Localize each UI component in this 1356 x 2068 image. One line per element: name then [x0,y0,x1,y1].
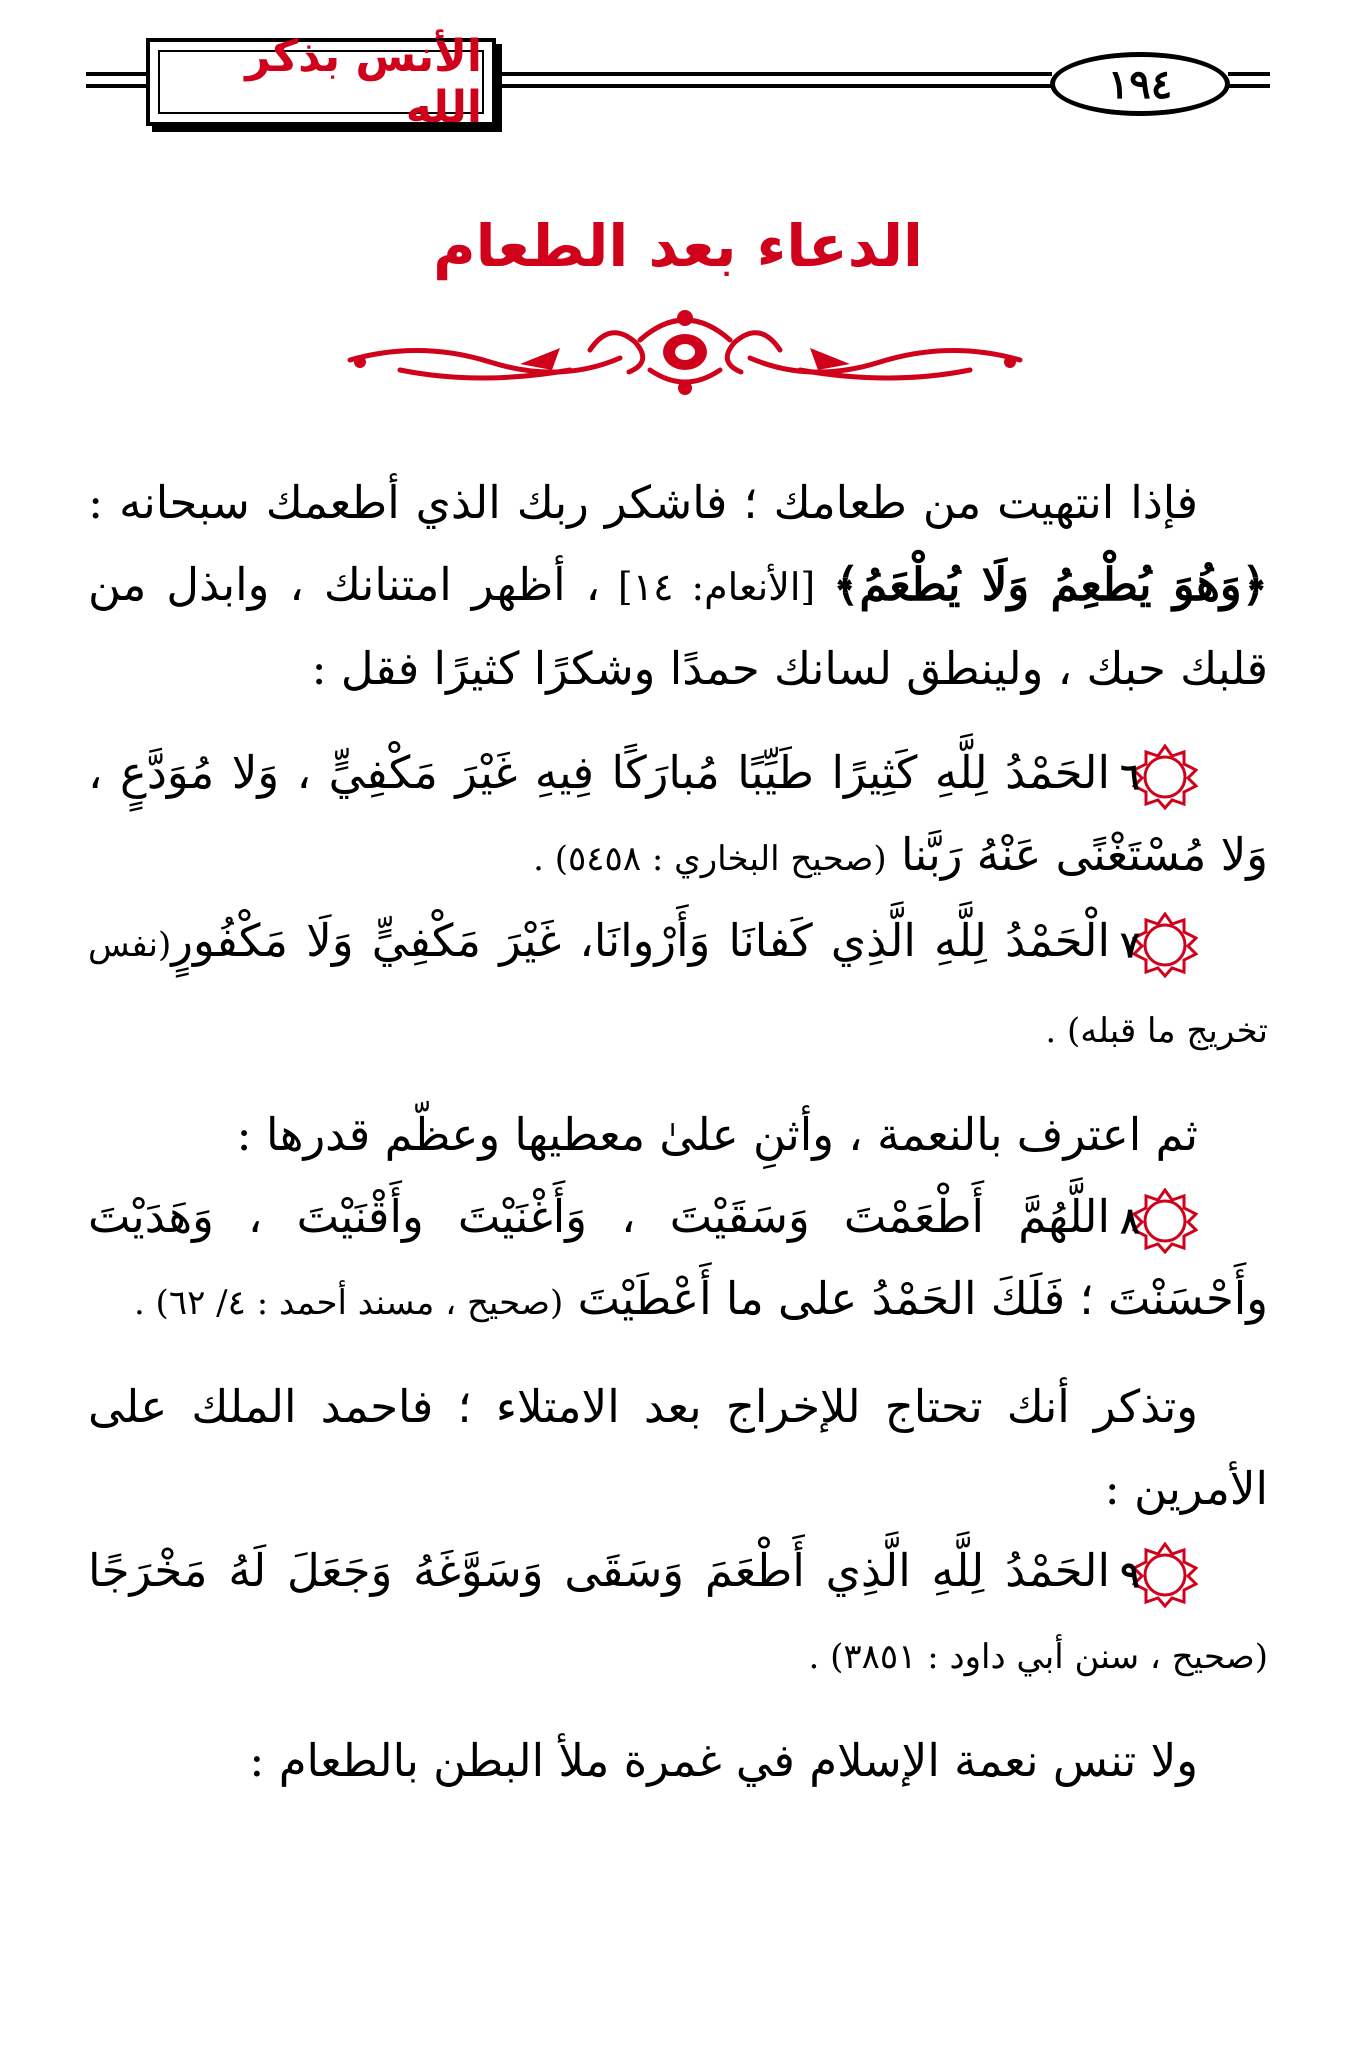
quran-reference: [الأنعام: ١٤] [600,565,833,609]
dua-source: (نفس تخريج ما قبله) . [88,925,1268,1051]
dua-text: الْحَمْدُ لِلَّهِ الَّذِي كَفانَا وَأَرْوانَا، غَيْرَ مَكْفِيٍّ وَلَا مَكْفُورٍ [171,914,1110,967]
dua-text: الحَمْدُ لِلَّهِ كَثِيرًا طَيِّبًا مُبارَكًا فِيهِ غَيْرَ مَكْفِيٍّ ، وَلا مُوَدَّعٍ ، وَلا مُسْتَغْنًى عَنْهُ رَبَّنا [88,746,1268,881]
dua-text: الحَمْدُ لِلَّهِ الَّذِي أَطْعَمَ وَسَقَى وَسَوَّغَهُ وَجَعَلَ لَهُ مَخْرَجًا [88,1544,1110,1597]
dua-7 [88,900,1268,1072]
dua-text: اللَّهُمَّ أَطْعَمْتَ وَسَقَيْتَ ، وَأَغْنَيْتَ وأَقْنَيْتَ ، وَهَدَيْتَ وأَحْسَنْتَ ؛ فَلَكَ الحَمْدُ على ما أَعْطَيْتَ [88,1190,1268,1325]
dua-number: ٩ [1120,1553,1140,1596]
header-rule-right [1228,72,1270,76]
body-text [88,462,1268,1802]
dua-source: (صحيح ، مسند أحمد : ٤/ ٦٢) . [133,1283,564,1323]
closing-paragraph: ولا تنس نعمة الإسلام في غمرة ملأ البطن بالطعام : [249,1734,1198,1787]
middle-paragraph-1: ثم اعترف بالنعمة ، وأثنِ علىٰ معطيها وعظّم قدرها : [236,1108,1198,1161]
header-rule-left-2 [86,84,150,88]
dua-number: ٨ [1120,1199,1140,1242]
intro-paragraph [88,462,1268,710]
dua-8 [88,1176,1268,1344]
header-rule-left [86,72,150,76]
page-number: ١٩٤ [1050,52,1230,116]
dua-number: ٦ [1120,755,1140,798]
middle-paragraph-2: وتذكر أنك تحتاج للإخراج بعد الامتلاء ؛ فاحمد الملك على الأمرين : [88,1380,1268,1515]
dua-number: ٧ [1120,923,1140,966]
number-badge [1120,1542,1198,1608]
dua-source: (صحيح ، سنن أبي داود : ٣٨٥١) . [808,1637,1268,1677]
dua-6 [88,732,1268,900]
intro-text-b: ، أظهر امتنانك ، وابذل من قلبك حبك ، ولينطق لسانك حمدًا وشكرًا كثيرًا فقل : [88,558,1268,695]
number-badge [1120,1188,1198,1254]
quran-verse: ﴿وَهُوَ يُطْعِمُ وَلَا يُطْعَمُ﴾ [832,558,1268,611]
decorative-ornament [340,300,1030,400]
dua-9 [88,1530,1268,1698]
book-title-frame [146,31,496,133]
book-title: الأنس بذكر الله [158,50,484,114]
section-title: الدعاء بعد الطعام [433,212,923,280]
number-badge [1120,912,1198,978]
number-badge [1120,744,1198,810]
dua-source: (صحيح البخاري : ٥٤٥٨) . [533,839,887,879]
header-rule-middle [500,72,1052,76]
header-rule-middle-2 [500,84,1052,88]
header-rule-right-2 [1228,84,1270,88]
intro-text-a: فإذا انتهيت من طعامك ؛ فاشكر ربك الذي أطعمك سبحانه : [88,476,1198,529]
